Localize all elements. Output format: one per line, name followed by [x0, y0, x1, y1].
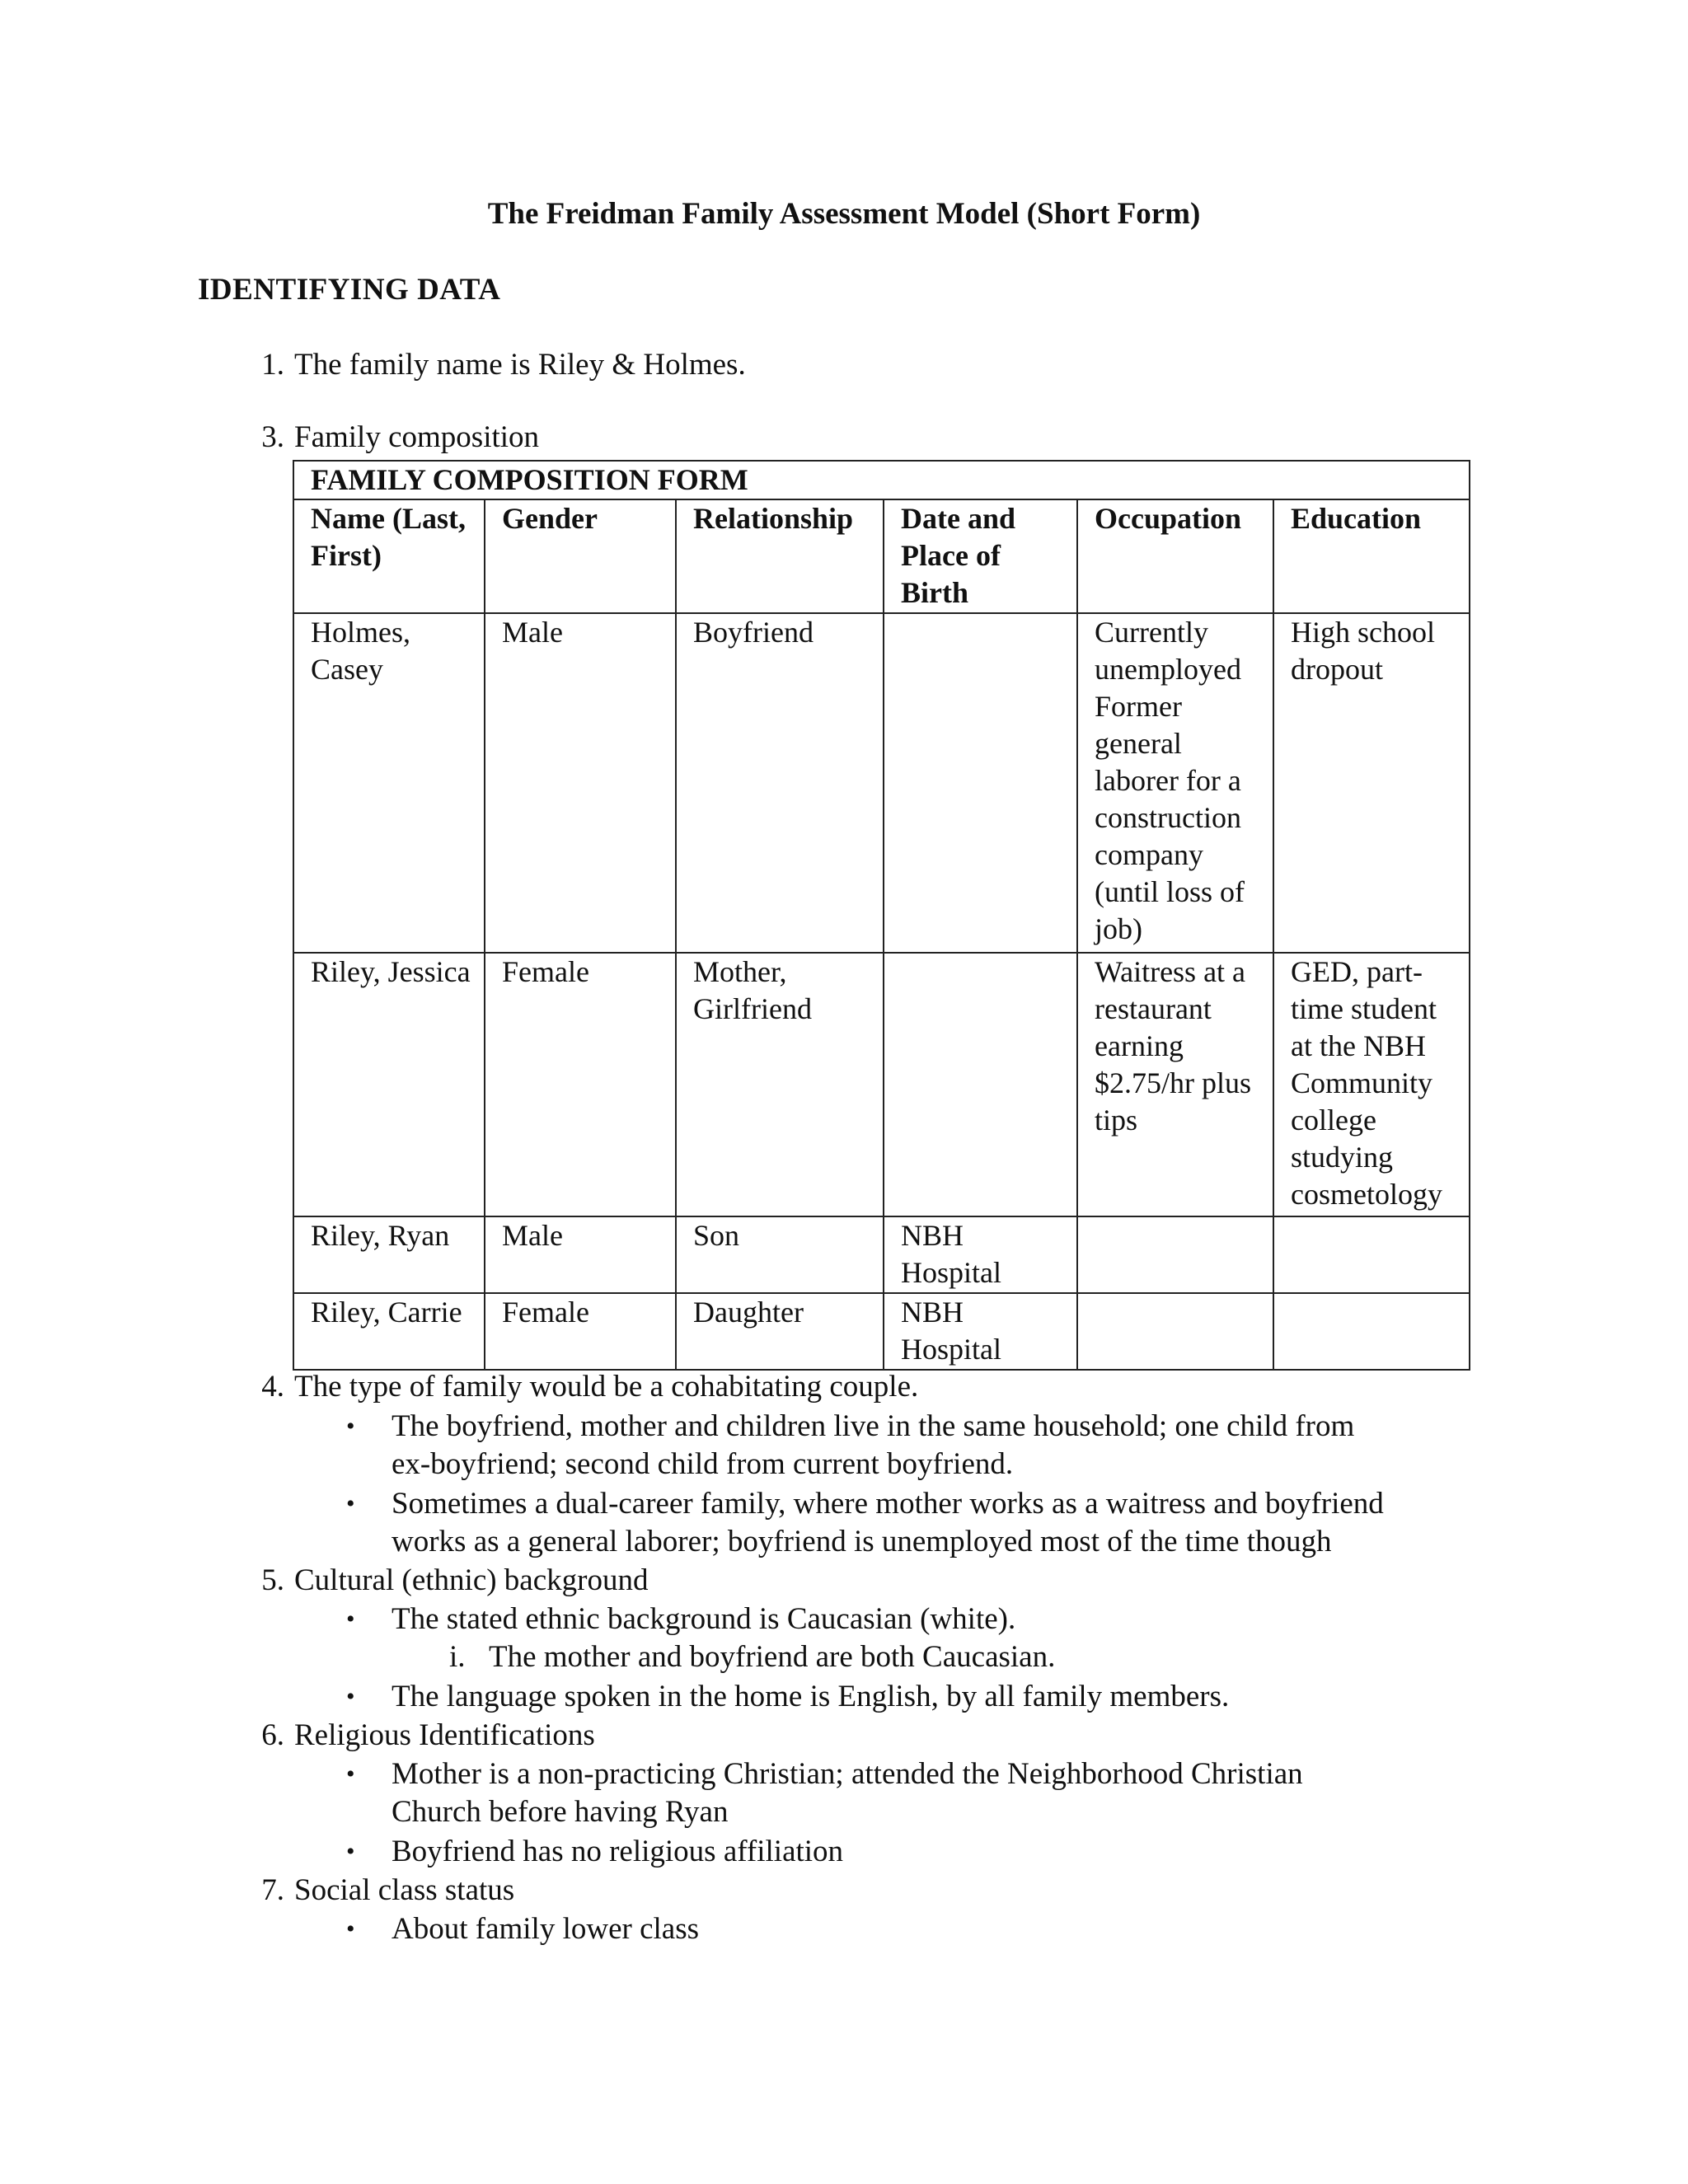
bullet-text-continued: works as a general laborer; boyfriend is unemployed most of the time though — [392, 1525, 1332, 1558]
bullet-icon: • — [346, 1605, 355, 1633]
header-gender: Gender — [485, 499, 676, 613]
item-number: 6. — [261, 1718, 284, 1752]
cell-name: Holmes, Casey — [293, 613, 485, 953]
cell-relationship: Daughter — [676, 1293, 884, 1370]
cell-occupation — [1077, 1293, 1273, 1370]
document-title: The Freidman Family Assessment Model (Short Form) — [487, 197, 1201, 231]
bullet-text: The language spoken in the home is English, by all family members. — [392, 1680, 1230, 1713]
table-header-row — [293, 499, 1470, 613]
cell-relationship: Boyfriend — [676, 613, 884, 953]
cell-education — [1273, 1216, 1470, 1293]
header-education: Education — [1273, 499, 1470, 613]
bullet-text: Mother is a non-practicing Christian; attended the Neighborhood Christian — [392, 1757, 1303, 1791]
sub-item-number: i. — [449, 1640, 466, 1674]
cell-occupation: Waitress at a restaurant earning $2.75/hr plus tips — [1077, 953, 1273, 1216]
bullet-text-continued: ex-boyfriend; second child from current boyfriend. — [392, 1447, 1014, 1481]
item-text: Cultural (ethnic) background — [294, 1563, 649, 1597]
item-text: The type of family would be a cohabitating couple. — [294, 1370, 919, 1404]
header-name: Name (Last, First) — [293, 499, 485, 613]
item-text: Religious Identifications — [294, 1718, 595, 1752]
bullet-icon: • — [346, 1683, 355, 1710]
cell-occupation: Currently unemployed Former general laborer for a construction company (until loss of job) — [1077, 613, 1273, 953]
bullet-text-continued: Church before having Ryan — [392, 1795, 729, 1829]
section-heading: IDENTIFYING DATA — [198, 273, 501, 307]
item-text: The family name is Riley & Holmes. — [294, 348, 746, 382]
table-row — [293, 1216, 1470, 1293]
table-title: FAMILY COMPOSITION FORM — [293, 461, 1470, 499]
bullet-text: The stated ethnic background is Caucasian (white). — [392, 1602, 1016, 1636]
cell-name: Riley, Jessica — [293, 953, 485, 1216]
cell-gender: Male — [485, 1216, 676, 1293]
cell-education: GED, part-time student at the NBH Community college studying cosmetology — [1273, 953, 1470, 1216]
cell-relationship: Son — [676, 1216, 884, 1293]
item-number: 5. — [261, 1563, 284, 1597]
header-occupation: Occupation — [1077, 499, 1273, 613]
cell-birth: NBH Hospital — [884, 1293, 1077, 1370]
cell-education — [1273, 1293, 1470, 1370]
table-row — [293, 613, 1470, 953]
sub-item-text: The mother and boyfriend are both Caucasian. — [489, 1640, 1056, 1674]
cell-birth — [884, 953, 1077, 1216]
cell-birth: NBH Hospital — [884, 1216, 1077, 1293]
bullet-icon: • — [346, 1838, 355, 1865]
table-title-row — [293, 461, 1470, 499]
bullet-text: Boyfriend has no religious affiliation — [392, 1835, 844, 1868]
table-row — [293, 1293, 1470, 1370]
cell-name: Riley, Ryan — [293, 1216, 485, 1293]
bullet-text: About family lower class — [392, 1912, 699, 1946]
item-number: 3. — [261, 420, 284, 454]
cell-name: Riley, Carrie — [293, 1293, 485, 1370]
table-row — [293, 953, 1470, 1216]
family-composition-table — [293, 460, 1470, 1371]
cell-occupation — [1077, 1216, 1273, 1293]
bullet-text: Sometimes a dual-career family, where mother works as a waitress and boyfriend — [392, 1487, 1384, 1521]
header-relationship: Relationship — [676, 499, 884, 613]
bullet-icon: • — [346, 1915, 355, 1943]
cell-gender: Female — [485, 1293, 676, 1370]
item-number: 7. — [261, 1873, 284, 1907]
bullet-icon: • — [346, 1490, 355, 1517]
bullet-icon: • — [346, 1413, 355, 1440]
item-number: 1. — [261, 348, 284, 382]
bullet-text: The boyfriend, mother and children live in the same household; one child from — [392, 1409, 1355, 1443]
bullet-icon: • — [346, 1760, 355, 1788]
header-birth: Date and Place of Birth — [884, 499, 1077, 613]
cell-education: High school dropout — [1273, 613, 1470, 953]
cell-relationship: Mother, Girlfriend — [676, 953, 884, 1216]
item-text: Social class status — [294, 1873, 515, 1907]
item-text: Family composition — [294, 420, 540, 454]
cell-birth — [884, 613, 1077, 953]
cell-gender: Female — [485, 953, 676, 1216]
cell-gender: Male — [485, 613, 676, 953]
item-number: 4. — [261, 1370, 284, 1404]
